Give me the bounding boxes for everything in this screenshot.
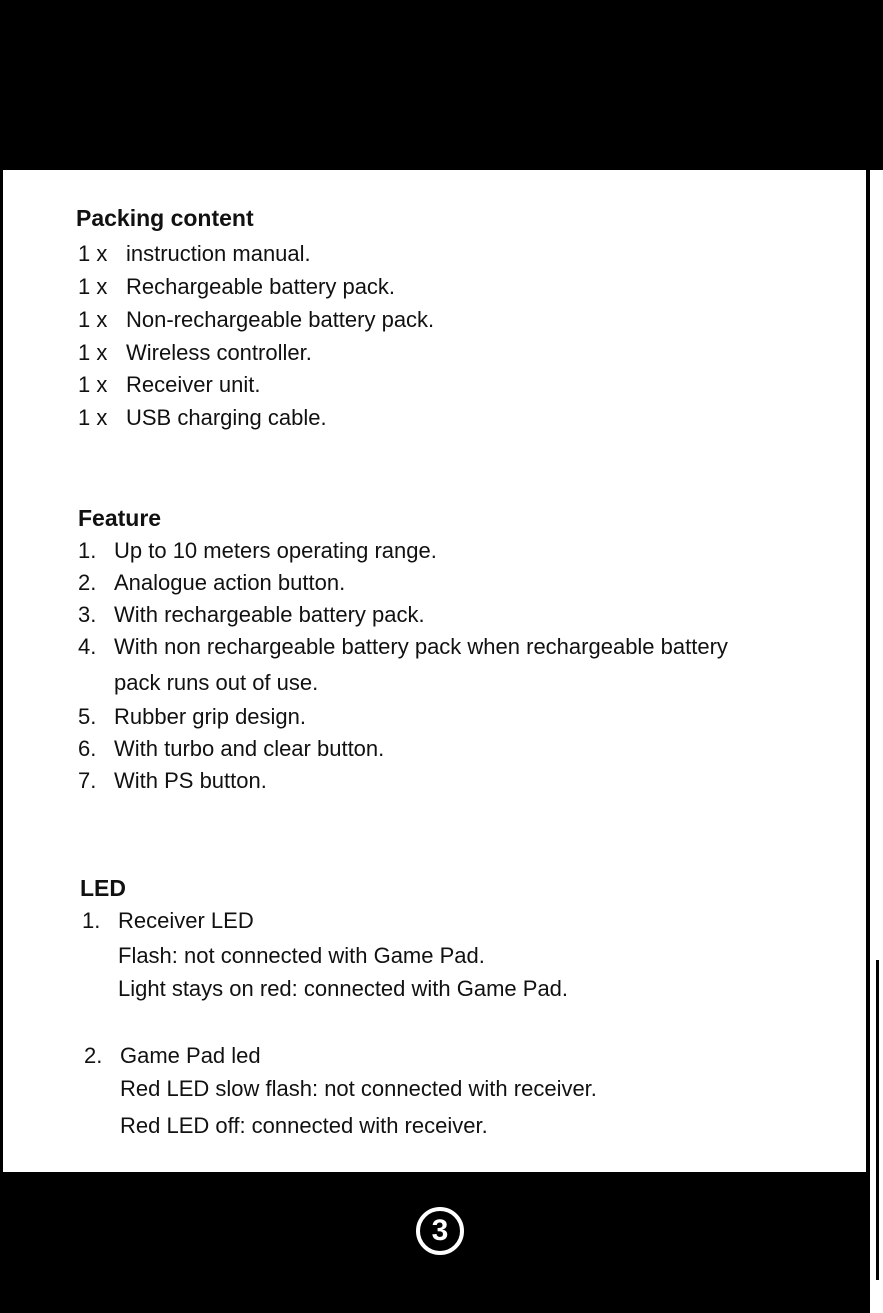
feature-item: 4. With non rechargeable battery pack when rechargeable battery: [78, 634, 728, 659]
packing-item: 1 x Non-rechargeable battery pack.: [78, 307, 435, 332]
packing-item: 1 x Receiver unit.: [78, 372, 261, 397]
feature-item: 6. With turbo and clear button.: [78, 736, 385, 761]
led-gamepad-item: 2. Game Pad led: [84, 1043, 261, 1068]
feature-item: 2. Analogue action button.: [78, 570, 346, 595]
packing-item: 1 x instruction manual.: [78, 241, 311, 266]
feature-item: 5. Rubber grip design.: [78, 704, 307, 729]
packing-item: 1 x Wireless controller.: [78, 340, 312, 365]
feature-item-continuation: pack runs out of use.: [114, 670, 319, 695]
led-gamepad-slow-flash-line: Red LED slow flash: not connected with receiver.: [120, 1076, 597, 1101]
led-receiver-item: 1. Receiver LED: [82, 908, 254, 933]
led-gamepad-off-line: Red LED off: connected with receiver.: [120, 1113, 488, 1138]
packing-content-heading: Packing content: [76, 205, 254, 231]
page-number-badge: 3: [416, 1207, 464, 1255]
led-heading: LED: [80, 875, 126, 901]
feature-item: 7. With PS button.: [78, 768, 267, 793]
feature-item: 3. With rechargeable battery pack.: [78, 602, 425, 627]
led-receiver-steady-line: Light stays on red: connected with Game Pad.: [118, 976, 569, 1001]
feature-heading: Feature: [78, 505, 162, 531]
led-receiver-flash-line: Flash: not connected with Game Pad.: [118, 943, 485, 968]
packing-item: 1 x Rechargeable battery pack.: [78, 274, 396, 299]
packing-item: 1 x USB charging cable.: [78, 405, 327, 430]
feature-item: 1. Up to 10 meters operating range.: [78, 538, 437, 563]
